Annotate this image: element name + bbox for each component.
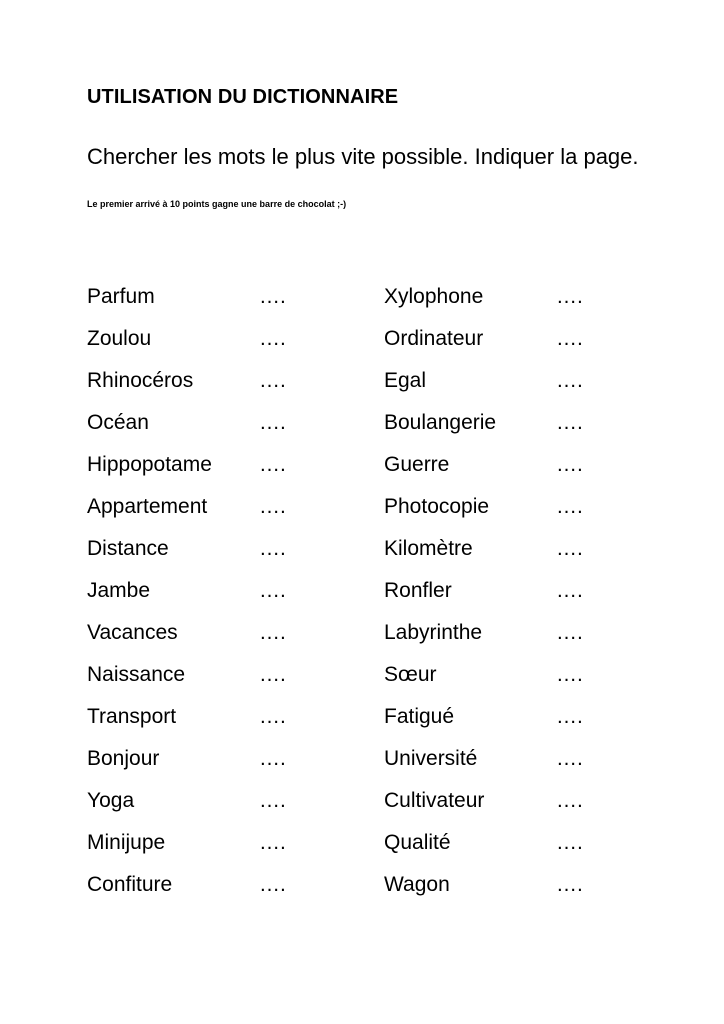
word-right: Qualité xyxy=(384,831,451,854)
word-right: Labyrinthe xyxy=(384,621,483,644)
page-placeholder-left: …. xyxy=(259,621,286,644)
word-right: Fatigué xyxy=(384,705,455,728)
word-right: Kilomètre xyxy=(384,537,473,560)
word-right: Ordinateur xyxy=(384,327,484,350)
page-placeholder-right: …. xyxy=(556,495,583,518)
page-placeholder-left: …. xyxy=(259,831,286,854)
page-placeholder-left: …. xyxy=(259,537,286,560)
word-right: Cultivateur xyxy=(384,789,485,812)
page-placeholder-left: …. xyxy=(259,285,286,308)
word-row xyxy=(87,787,647,829)
word-left: Distance xyxy=(87,537,169,560)
word-left: Minijupe xyxy=(87,831,166,854)
word-left: Yoga xyxy=(87,789,135,812)
page-placeholder-left: …. xyxy=(259,495,286,518)
page-placeholder-left: …. xyxy=(259,747,286,770)
word-right: Université xyxy=(384,747,478,770)
word-left: Parfum xyxy=(87,285,155,308)
word-row xyxy=(87,703,647,745)
page-placeholder-right: …. xyxy=(556,579,583,602)
word-left: Rhinocéros xyxy=(87,369,194,392)
word-left: Jambe xyxy=(87,579,151,602)
page-placeholder-right: …. xyxy=(556,831,583,854)
page-placeholder-right: …. xyxy=(556,285,583,308)
word-row xyxy=(87,577,647,619)
word-left: Confiture xyxy=(87,873,173,896)
page-placeholder-left: …. xyxy=(259,705,286,728)
page-placeholder-left: …. xyxy=(259,579,286,602)
page-placeholder-right: …. xyxy=(556,453,583,476)
page-placeholder-right: …. xyxy=(556,663,583,686)
word-left: Hippopotame xyxy=(87,453,212,476)
word-row xyxy=(87,325,647,367)
word-row xyxy=(87,367,647,409)
prize-note: Le premier arrivé à 10 points gagne une barre de chocolat ;-) xyxy=(87,199,347,209)
word-right: Boulangerie xyxy=(384,411,497,434)
word-row xyxy=(87,871,647,913)
page-placeholder-left: …. xyxy=(259,327,286,350)
page-placeholder-left: …. xyxy=(259,411,286,434)
word-row xyxy=(87,829,647,871)
word-left: Zoulou xyxy=(87,327,152,350)
word-left: Appartement xyxy=(87,495,208,518)
word-left: Bonjour xyxy=(87,747,160,770)
word-right: Wagon xyxy=(384,873,450,896)
word-left: Océan xyxy=(87,411,149,434)
word-row xyxy=(87,535,647,577)
page-placeholder-left: …. xyxy=(259,663,286,686)
word-left: Vacances xyxy=(87,621,178,644)
page-placeholder-right: …. xyxy=(556,537,583,560)
page-placeholder-right: …. xyxy=(556,327,583,350)
page-placeholder-right: …. xyxy=(556,789,583,812)
word-right: Xylophone xyxy=(384,285,484,308)
page-title: UTILISATION DU DICTIONNAIRE xyxy=(87,86,399,108)
word-list xyxy=(87,283,647,913)
word-row xyxy=(87,493,647,535)
word-right: Ronfler xyxy=(384,579,452,602)
page-placeholder-right: …. xyxy=(556,621,583,644)
word-right: Photocopie xyxy=(384,495,490,518)
word-row xyxy=(87,661,647,703)
page-placeholder-right: …. xyxy=(556,369,583,392)
word-row xyxy=(87,283,647,325)
page-placeholder-left: …. xyxy=(259,369,286,392)
word-left: Naissance xyxy=(87,663,186,686)
page-placeholder-right: …. xyxy=(556,747,583,770)
page-placeholder-right: …. xyxy=(556,873,583,896)
page-placeholder-right: …. xyxy=(556,411,583,434)
word-row xyxy=(87,745,647,787)
word-right: Sœur xyxy=(384,663,437,686)
page-placeholder-left: …. xyxy=(259,789,286,812)
word-left: Transport xyxy=(87,705,177,728)
page-placeholder-left: …. xyxy=(259,873,286,896)
page-placeholder-left: …. xyxy=(259,453,286,476)
word-row xyxy=(87,619,647,661)
word-right: Egal xyxy=(384,369,427,392)
instruction-text: Chercher les mots le plus vite possible. Indiquer la page. xyxy=(87,144,639,169)
word-row xyxy=(87,409,647,451)
word-row xyxy=(87,451,647,493)
page-placeholder-right: …. xyxy=(556,705,583,728)
word-right: Guerre xyxy=(384,453,450,476)
